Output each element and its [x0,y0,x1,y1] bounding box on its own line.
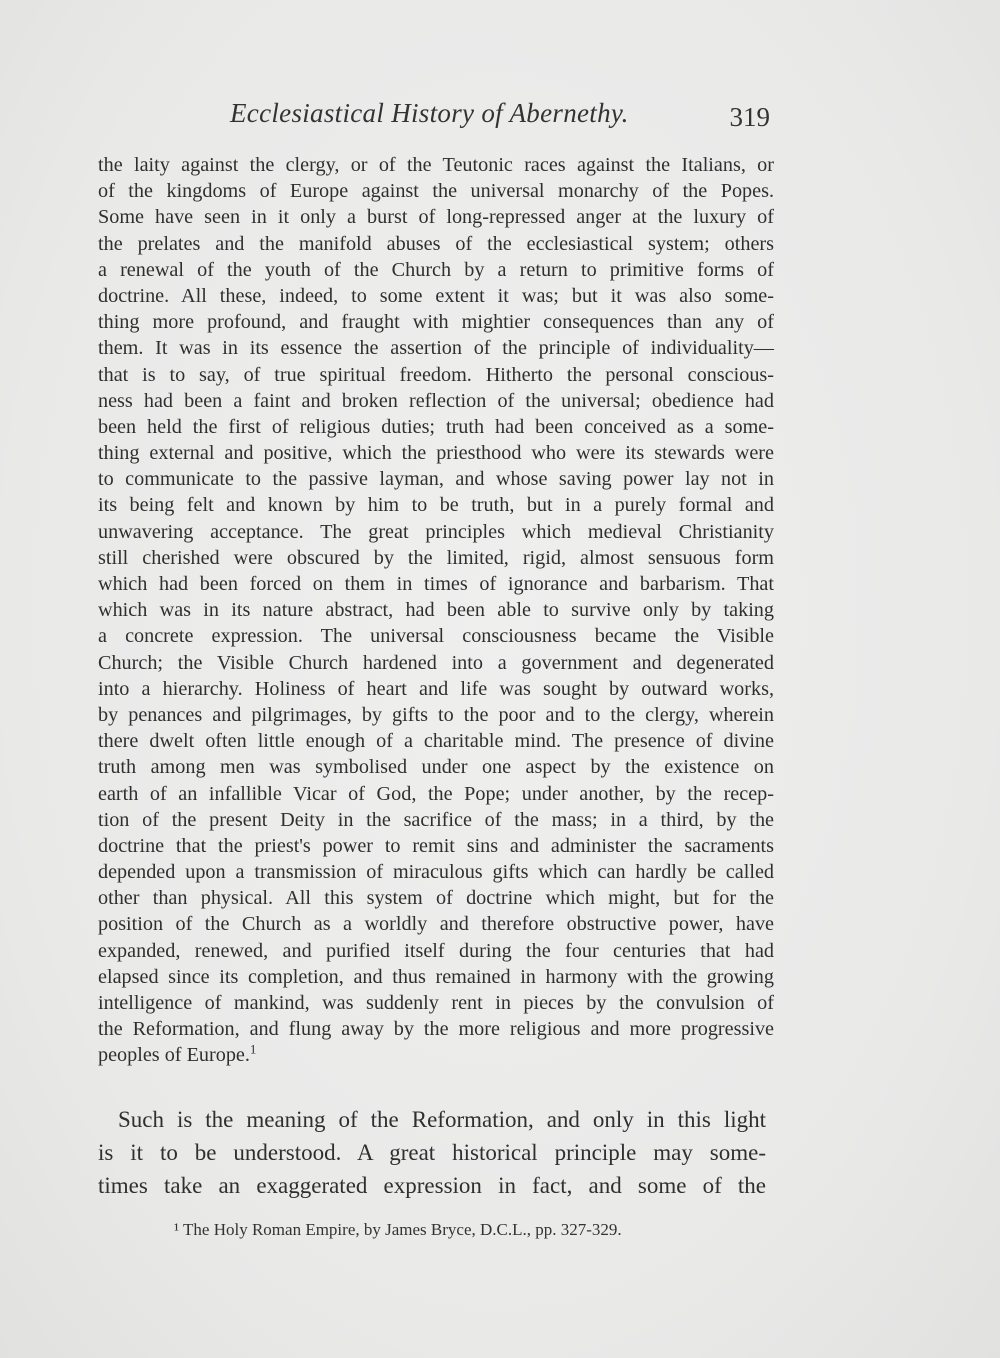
text-line: still cherished were obscured by the limited, rigid, almost sensuous form [98,546,774,569]
text-line: the prelates and the manifold abuses of the ecclesiastical system; others [98,232,774,255]
text-line: doctrine that the priest's power to remit sins and administer the sacraments [98,834,774,857]
text-line: the laity against the clergy, or of the Teutonic races against the Italians, or [98,154,774,176]
text-line: ness had been a faint and broken reflection of the universal; obedience had [98,389,774,412]
text-line: a concrete expression. The universal consciousness became the Visible [98,625,774,648]
text-line: thing more profound, and fraught with mightier consequences than any of [98,311,774,334]
footnote: ¹ The Holy Roman Empire, by James Bryce, D.C.L., pp. 327-329. [174,1220,622,1239]
text-line: by penances and pilgrimages, by gifts to the poor and to the clergy, wherein [98,703,774,726]
text-line: position of the Church as a worldly and therefore obstructive power, have [98,913,774,936]
running-title: Ecclesiastical History of Abernethy. [230,98,629,128]
page-header [230,98,770,138]
text-line: a renewal of the youth of the Church by a return to primitive forms of [98,258,774,281]
text-line: into a hierarchy. Holiness of heart and life was sought by outward works, [98,677,774,700]
text-line: Church; the Visible Church hardened into a government and degenerated [98,651,774,674]
text-line: truth among men was symbolised under one aspect by the existence on [98,756,774,779]
footnote-marker: 1 [249,1041,257,1057]
text-line: tion of the present Deity in the sacrifice of the mass; in a third, by the [98,808,774,831]
text-line: thing external and positive, which the priesthood who were its stewards were [98,442,774,465]
text-line: intelligence of mankind, was suddenly rent in pieces by the convulsion of [98,992,774,1014]
text-line: is it to be understood. A great historical principle may some- [98,1140,766,1165]
text-line: to communicate to the passive layman, and whose saving power lay not in [98,468,774,491]
text-line: which had been forced on them in times of ignorance and barbarism. That [98,573,774,595]
text-line: unwavering acceptance. The great principles which medieval Christianity [98,520,774,543]
text-line-last [98,1042,774,1068]
page-number: 319 [729,102,770,132]
paragraph-1 [98,152,774,1069]
text-line: earth of an infallible Vicar of God, the Pope; under another, by the recep- [98,782,774,805]
text-line: elapsed since its completion, and thus remained in harmony with the growing [98,965,774,988]
text-line: been held the first of religious duties; truth had been conceived as a some- [98,415,774,438]
text-line: that is to say, of true spiritual freedom. Hitherto the personal conscious- [98,363,774,386]
text-line: of the kingdoms of Europe against the universal monarchy of the Popes. [98,180,774,203]
text-line: the Reformation, and flung away by the more religious and more progressive [98,1018,774,1041]
text-line: Some have seen in it only a burst of long-repressed anger at the luxury of [98,206,774,229]
text-line: there dwelt often little enough of a charitable mind. The presence of divine [98,730,774,753]
text-line: other than physical. All this system of doctrine which might, but for the [98,887,774,910]
text-line: them. It was in its essence the assertion of the principle of individuality— [98,337,774,360]
text-line: which was in its nature abstract, had been able to survive only by taking [98,599,774,622]
text-line: times take an exaggerated expression in fact, and some of the [98,1173,766,1198]
text-line: depended upon a transmission of miraculous gifts which can hardly be called [98,861,774,884]
text-line: expanded, renewed, and purified itself during the four centuries that had [98,939,774,962]
text-line: doctrine. All these, indeed, to some extent it was; but it was also some- [98,284,774,307]
paragraph-2 [98,1103,766,1202]
text-line: its being felt and known by him to be truth, but in a purely formal and [98,494,774,517]
text-line: Such is the meaning of the Reformation, and only in this light [118,1107,766,1132]
last-line-text: peoples of Europe. [98,1044,250,1067]
